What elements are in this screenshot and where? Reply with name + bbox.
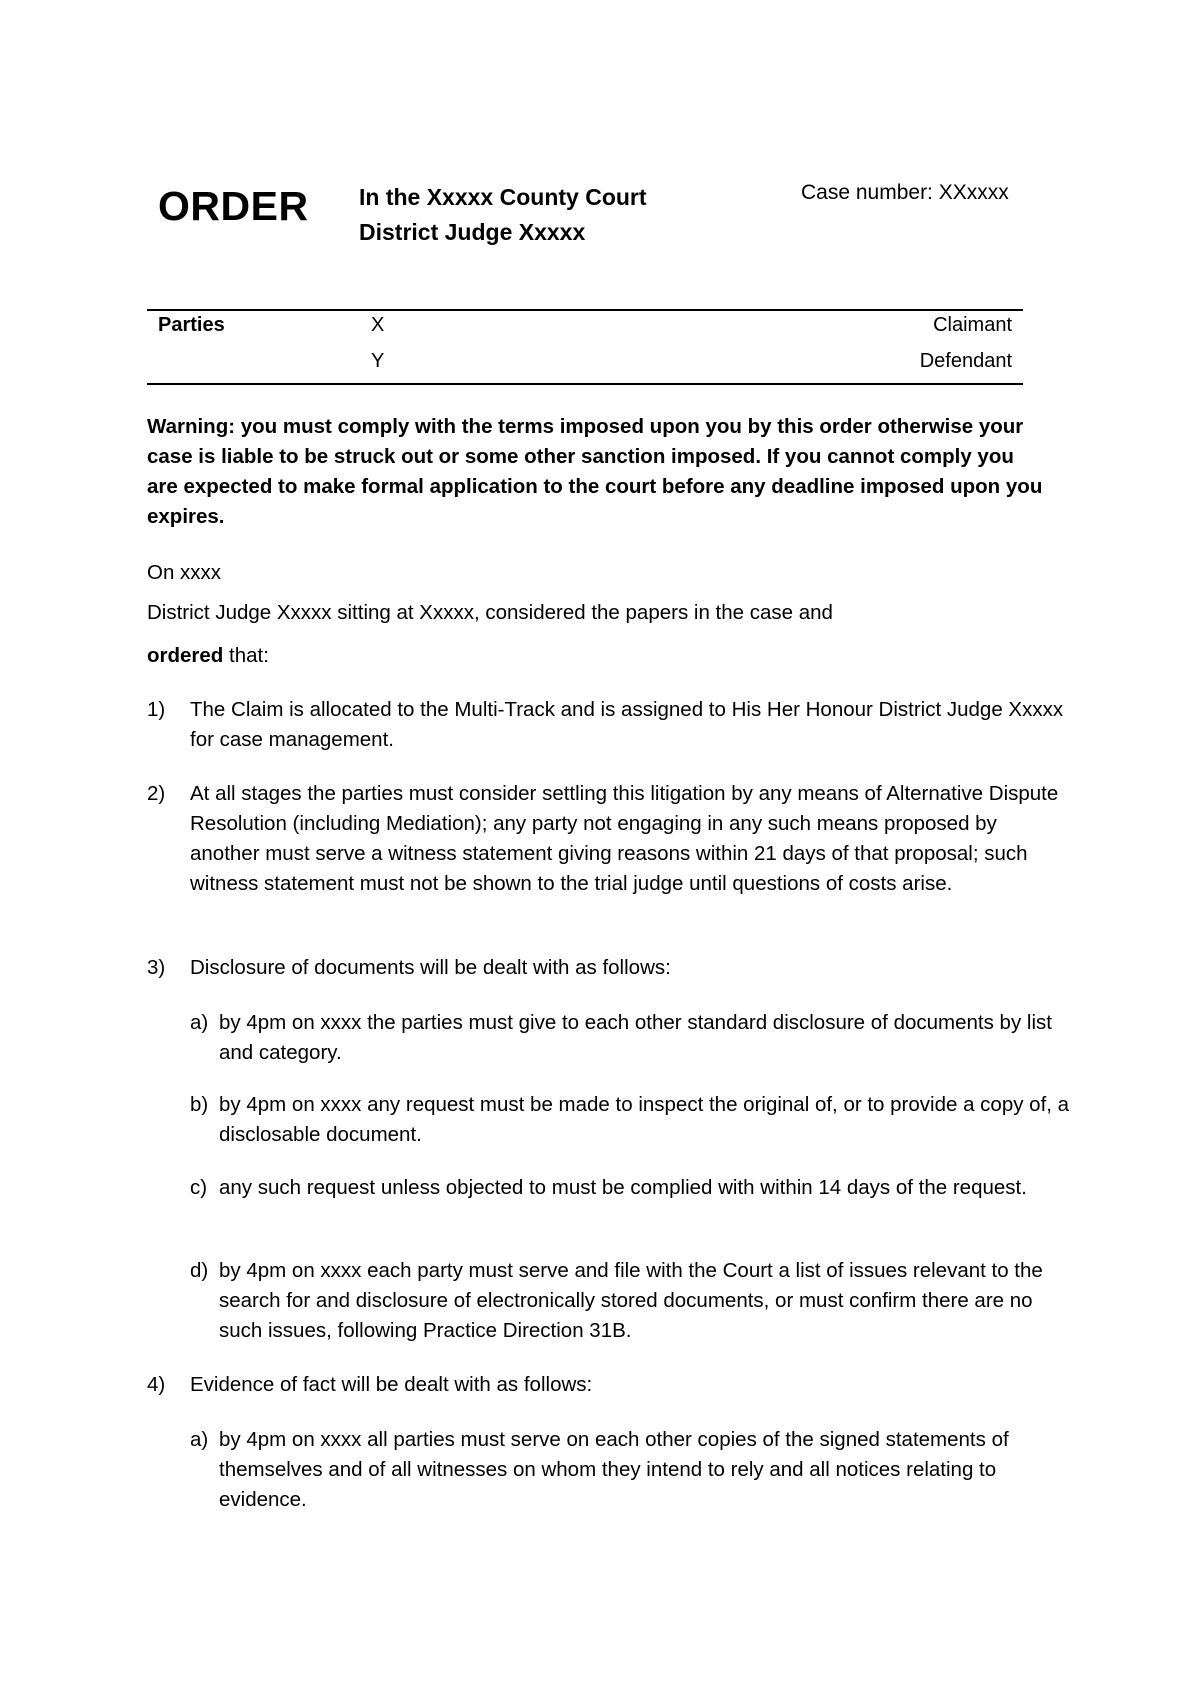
sub-item-text: any such request unless objected to must be complied with within 14 days of the request. <box>219 1176 1027 1199</box>
page-title: ORDER <box>158 183 309 229</box>
sub-list-item <box>190 1425 1070 1515</box>
sub-item-letter: c) <box>190 1176 208 1199</box>
list-item-number: 2) <box>147 782 166 805</box>
sub-list-item <box>190 1173 1070 1203</box>
list-item-number: 3) <box>147 956 166 979</box>
considered-line: District Judge Xxxxx sitting at Xxxxx, considered the papers in the case and <box>147 601 833 624</box>
sub-item-letter: a) <box>190 1011 209 1034</box>
court-name: In the Xxxxx County Court <box>359 184 647 210</box>
case-number: Case number: XXxxxx <box>801 181 1009 204</box>
ordered-rest: that: <box>223 644 269 667</box>
parties-bottom-rule <box>147 383 1023 385</box>
sub-list-item <box>190 1090 1070 1150</box>
list-item <box>147 779 1067 899</box>
sub-list-item <box>190 1008 1070 1068</box>
list-item <box>147 1370 1067 1400</box>
parties-top-rule <box>147 309 1023 311</box>
sub-item-text: by 4pm on xxxx all parties must serve on each other copies of the signed statements of themselves and of all witnesses on whom they intend to rely and all notices relating to evidence. <box>219 1428 1009 1511</box>
list-item-text: Evidence of fact will be dealt with as follows: <box>190 1373 593 1396</box>
sub-item-letter: a) <box>190 1428 209 1451</box>
warning-paragraph: Warning: you must comply with the terms imposed upon you by this order otherwise your case is liable to be struck out or some other sanction imposed. If you cannot comply you are expected to make formal application to the court before any deadline imposed upon you expires. <box>147 415 1043 528</box>
sub-list-item <box>190 1256 1070 1346</box>
party-role-claimant: Claimant <box>933 314 1012 336</box>
list-item <box>147 695 1067 755</box>
ordered-bold: ordered <box>147 644 224 667</box>
party-name-defendant: Y <box>371 350 385 372</box>
sub-item-text: by 4pm on xxxx any request must be made to inspect the original of, or to provide a copy of, a disclosable document. <box>219 1093 1070 1146</box>
parties-label: Parties <box>158 314 225 336</box>
sub-item-letter: d) <box>190 1259 209 1282</box>
court-block <box>359 180 647 250</box>
judge-name: District Judge Xxxxx <box>359 219 586 245</box>
list-item-number: 1) <box>147 698 166 721</box>
party-name-claimant: X <box>371 314 385 336</box>
list-item-text: The Claim is allocated to the Multi-Track and is assigned to His Her Honour District Judge Xxxxx for case management. <box>190 698 1064 751</box>
sub-item-letter: b) <box>190 1093 209 1116</box>
sub-item-text: by 4pm on xxxx the parties must give to each other standard disclosure of documents by list and category. <box>219 1011 1052 1064</box>
list-item-text: Disclosure of documents will be dealt with as follows: <box>190 956 671 979</box>
list-item <box>147 953 1067 983</box>
list-item-number: 4) <box>147 1373 166 1396</box>
party-role-defendant: Defendant <box>919 350 1012 372</box>
list-item-text: At all stages the parties must consider settling this litigation by any means of Alternative Dispute Resolution (including Mediation); any party not engaging in any such means proposed by another must serve a witness statement giving reasons within 21 days of that proposal; such witness statement must not be shown to the trial judge until questions of costs arise. <box>190 782 1059 895</box>
sub-item-text: by 4pm on xxxx each party must serve and file with the Court a list of issues relevant to the search for and disclosure of electronically stored documents, or must confirm there are no such issues, following Practice Direction 31B. <box>219 1259 1043 1342</box>
ordered-line <box>147 641 1067 671</box>
order-date: On xxxx <box>147 561 222 584</box>
